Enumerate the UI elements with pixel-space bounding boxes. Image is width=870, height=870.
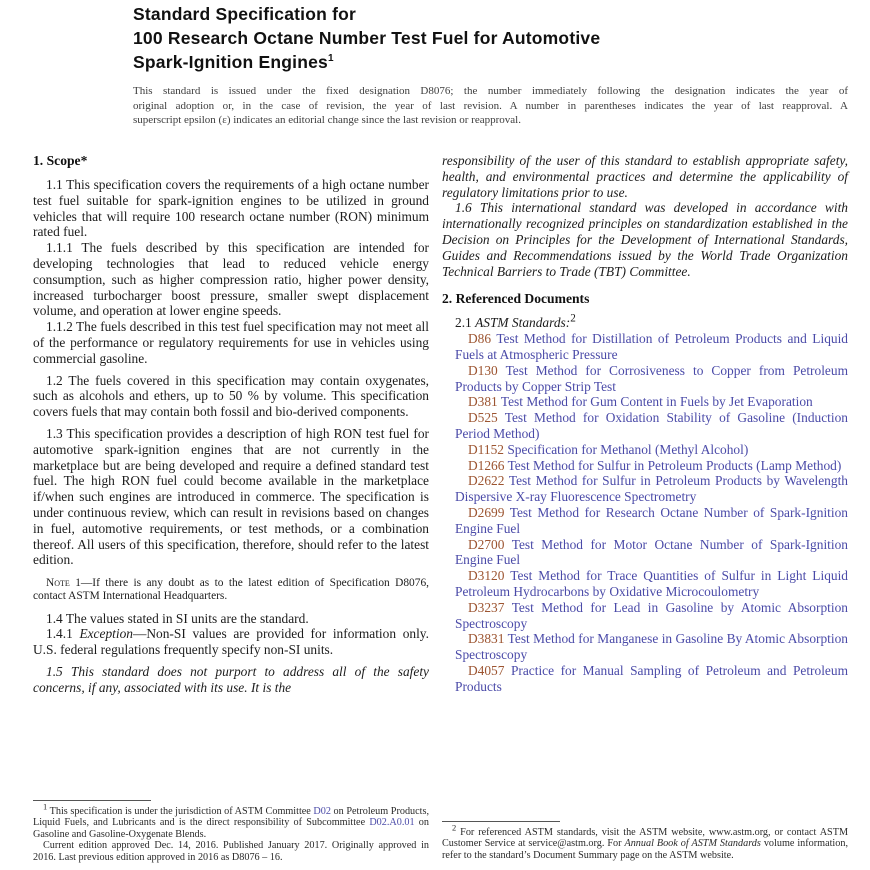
reference-item-d381 <box>442 394 848 410</box>
footnote-1-part1: This specification is under the jurisdiction of ASTM Committee <box>47 806 314 817</box>
document-title <box>133 2 848 74</box>
footnote-1-part3: on Gasoline and Gasoline-Oxygenate Blends. <box>33 817 429 840</box>
title-line-3 <box>133 50 848 74</box>
reference-link-d3237[interactable]: D3237 <box>468 599 505 615</box>
reference-title-d4057[interactable]: Practice for Manual Sampling of Petroleum and Petroleum Products <box>455 662 848 694</box>
note-1-label: Note 1 <box>46 577 81 590</box>
footnote-rule-right <box>442 821 560 822</box>
reference-link-d3831[interactable]: D3831 <box>468 631 505 647</box>
reference-item-d2699 <box>442 505 848 537</box>
title-line-2: 100 Research Octane Number Test Fuel for Automotive <box>133 28 601 48</box>
paragraph-1-2: 1.2 The fuels covered in this specification may contain oxygenates, such as alcohols and ethers, up to 50 % by volume. This specification covers fuels that may contain both fossil and bio-derived components. <box>33 372 429 420</box>
footnote-edition-text: Current edition approved Dec. 14, 2016. Published January 2017. Originally approved in 2016. Last previous edition approved in 2016 as D8076 – 16. <box>33 840 429 863</box>
reference-item-d2622 <box>442 473 848 505</box>
paragraph-1-5: 1.5 This standard does not purport to address all of the safety concerns, if any, associated with its use. It is the <box>33 663 429 695</box>
paragraph-1-4-1-exception-label: Exception <box>79 626 133 642</box>
footnote-1-marker: 1 <box>43 801 48 812</box>
reference-title-d2700[interactable]: Test Method for Motor Octane Number of Spark-Ignition Engine Fuel <box>455 536 848 568</box>
reference-title-d130[interactable]: Test Method for Corrosiveness to Copper from Petroleum Products by Copper Strip Test <box>455 362 848 394</box>
reference-link-d2700[interactable]: D2700 <box>468 536 505 552</box>
astm-standards-lead <box>442 312 848 331</box>
paragraph-1-1: 1.1 This specification covers the requirements of a high octane number test fuel suitable for spark-ignition engines to be utilized in ground vehicles that will require 100 research octane number (RON) minimum rated fuel. <box>33 177 429 240</box>
reference-item-d3237 <box>442 600 848 632</box>
reference-item-d2700 <box>442 537 848 569</box>
issuance-boilerplate <box>133 84 848 128</box>
boilerplate-line-1: This standard is issued under the fixed designation D8076; the number immediately following the designation indicates the year of <box>133 85 848 97</box>
reference-item-d525 <box>442 410 848 442</box>
subcommittee-d02a001-link[interactable]: D02.A0.01 <box>369 817 415 829</box>
reference-title-d1152[interactable]: Specification for Methanol (Methyl Alcohol) <box>507 441 749 457</box>
reference-title-d3831[interactable]: Test Method for Manganese in Gasoline By Atomic Absorption Spectroscopy <box>455 631 848 663</box>
right-column <box>442 153 848 695</box>
reference-item-d4057 <box>442 663 848 695</box>
paragraph-1-4-1-text: —Non-SI values are provided for information only. U.S. federal regulations frequently specify non-SI units. <box>33 626 429 658</box>
reference-item-d130 <box>442 363 848 395</box>
footnote-referenced-standards-text <box>442 822 848 861</box>
reference-link-d1266[interactable]: D1266 <box>468 457 505 473</box>
reference-title-d2622[interactable]: Test Method for Sulfur in Petroleum Products by Wavelength Dispersive X-ray Fluorescence Spectrometry <box>455 473 848 505</box>
astm-standards-footnote-marker: 2 <box>570 312 576 325</box>
reference-title-d3120[interactable]: Test Method for Trace Quantities of Sulfur in Light Liquid Petroleum Hydrocarbons by Oxidative Microcoulometry <box>455 568 849 599</box>
title-footnote-marker: 1 <box>327 53 334 65</box>
footnote-2-marker: 2 <box>452 822 457 833</box>
reference-title-d3237[interactable]: Test Method for Lead in Gasoline by Atomic Absorption Spectroscopy <box>455 599 848 631</box>
note-1-text: —If there is any doubt as to the latest edition of Specification D8076, contact ASTM International Headquarters. <box>33 577 429 603</box>
paragraph-1-4: 1.4 The values stated in SI units are the standard. <box>46 610 309 626</box>
reference-item-d1266 <box>442 458 848 474</box>
footnote-jurisdiction-text <box>33 801 429 840</box>
reference-title-d381[interactable]: Test Method for Gum Content in Fuels by Jet Evaporation <box>500 394 813 410</box>
astm-standards-number: 2.1 <box>455 315 476 331</box>
reference-link-d86[interactable]: D86 <box>468 331 492 347</box>
left-column <box>33 153 429 696</box>
paragraph-1-1-2: 1.1.2 The fuels described in this test fuel specification may not meet all of the performance or regulatory requirements for use in vehicles using commercial gasoline. <box>33 319 429 366</box>
reference-link-d2622[interactable]: D2622 <box>468 473 505 489</box>
footnote-2-part2: volume information, refer to the standard’s Document Summary page on the ASTM website. <box>442 838 848 861</box>
paragraph-1-6: 1.6 This international standard was developed in accordance with internationally recognized principles on standardization established in the Decision on Principles for the Development of International Standards, Guides and Recommendations issued by the World Trade Organization Technical Barriers to Trade (TBT) Committee. <box>442 200 848 279</box>
reference-item-d86 <box>442 331 848 363</box>
footnote-2-part1: For referenced ASTM standards, visit the ASTM website, www.astm.org, or contact ASTM Customer Service at service@astm.org. For <box>442 827 848 850</box>
reference-link-d2699[interactable]: D2699 <box>468 504 505 520</box>
footnote-rule-left <box>33 800 151 801</box>
reference-link-d4057[interactable]: D4057 <box>468 662 505 678</box>
reference-link-d381[interactable]: D381 <box>468 394 498 410</box>
boilerplate-line-2: original adoption or, in the case of revision, the year of last revision. A number in parentheses indicates the year of last reapproval. A <box>133 99 848 112</box>
reference-link-d525[interactable]: D525 <box>468 410 498 426</box>
reference-item-d3120 <box>442 568 848 600</box>
reference-item-d1152 <box>442 442 848 458</box>
section-1-heading: 1. Scope* <box>33 153 88 168</box>
reference-title-d1266[interactable]: Test Method for Sulfur in Petroleum Products (Lamp Method) <box>507 457 842 473</box>
reference-title-d525[interactable]: Test Method for Oxidation Stability of Gasoline (Induction Period Method) <box>455 410 849 441</box>
paragraph-1-3: 1.3 This specification provides a description of high RON test fuel for automotive spark-ignition engines that are not currently in the marketplace but are being developed and require a defined standard test fuel. The high RON fuel could become available in the marketplace if/when such engines are introduced in commerce. The specification is under continuous review, which can result in revisions based on changes in fuel, automotive requirements, or test methods, or a combination thereof. All users of this specification, therefore, should refer to the latest edition. <box>33 425 429 568</box>
committee-d02-link[interactable]: D02 <box>313 806 331 817</box>
footnote-1-part2: on Petroleum Products, Liquid Fuels, and Lubricants and is the direct responsibility of Subcommittee <box>33 806 429 829</box>
reference-title-d2699[interactable]: Test Method for Research Octane Number of Spark-Ignition Engine Fuel <box>455 504 848 536</box>
paragraph-1-1-1: 1.1.1 The fuels described by this specification are intended for developing technologies that lead to reduced vehicle energy consumption, such as higher compression ratio, higher power density, increased turbocharger boost pressure, smaller swept displacement volume, and operation at lower engine speeds. <box>33 240 429 319</box>
section-2-heading: 2. Referenced Documents <box>442 291 590 307</box>
reference-link-d1152[interactable]: D1152 <box>468 441 504 457</box>
boilerplate-line-3: superscript epsilon (ε) indicates an editorial change since the last revision or reapproval. <box>133 114 521 126</box>
reference-link-d3120[interactable]: D3120 <box>468 568 505 584</box>
astm-standards-label: ASTM Standards: <box>475 315 571 331</box>
annual-book-title: Annual Book of ASTM Standards <box>624 838 761 850</box>
footnote-referenced-standards <box>442 821 848 861</box>
paragraph-1-5-continuation: responsibility of the user of this standard to establish appropriate safety, health, and environmental practices and determine the applicability of regulatory limitations prior to use. <box>442 153 848 200</box>
paragraph-1-4-1-number: 1.4.1 <box>46 626 80 642</box>
title-line-1: Standard Specification for <box>133 4 357 24</box>
footnote-jurisdiction <box>33 800 429 863</box>
reference-link-d130[interactable]: D130 <box>468 362 498 378</box>
note-1 <box>33 577 429 603</box>
paragraph-1-4-1 <box>33 626 429 658</box>
reference-item-d3831 <box>442 631 848 663</box>
reference-title-d86[interactable]: Test Method for Distillation of Petroleum Products and Liquid Fuels at Atmospheric Pressure <box>455 331 848 362</box>
title-line-3-text: Spark-Ignition Engines <box>133 52 328 72</box>
